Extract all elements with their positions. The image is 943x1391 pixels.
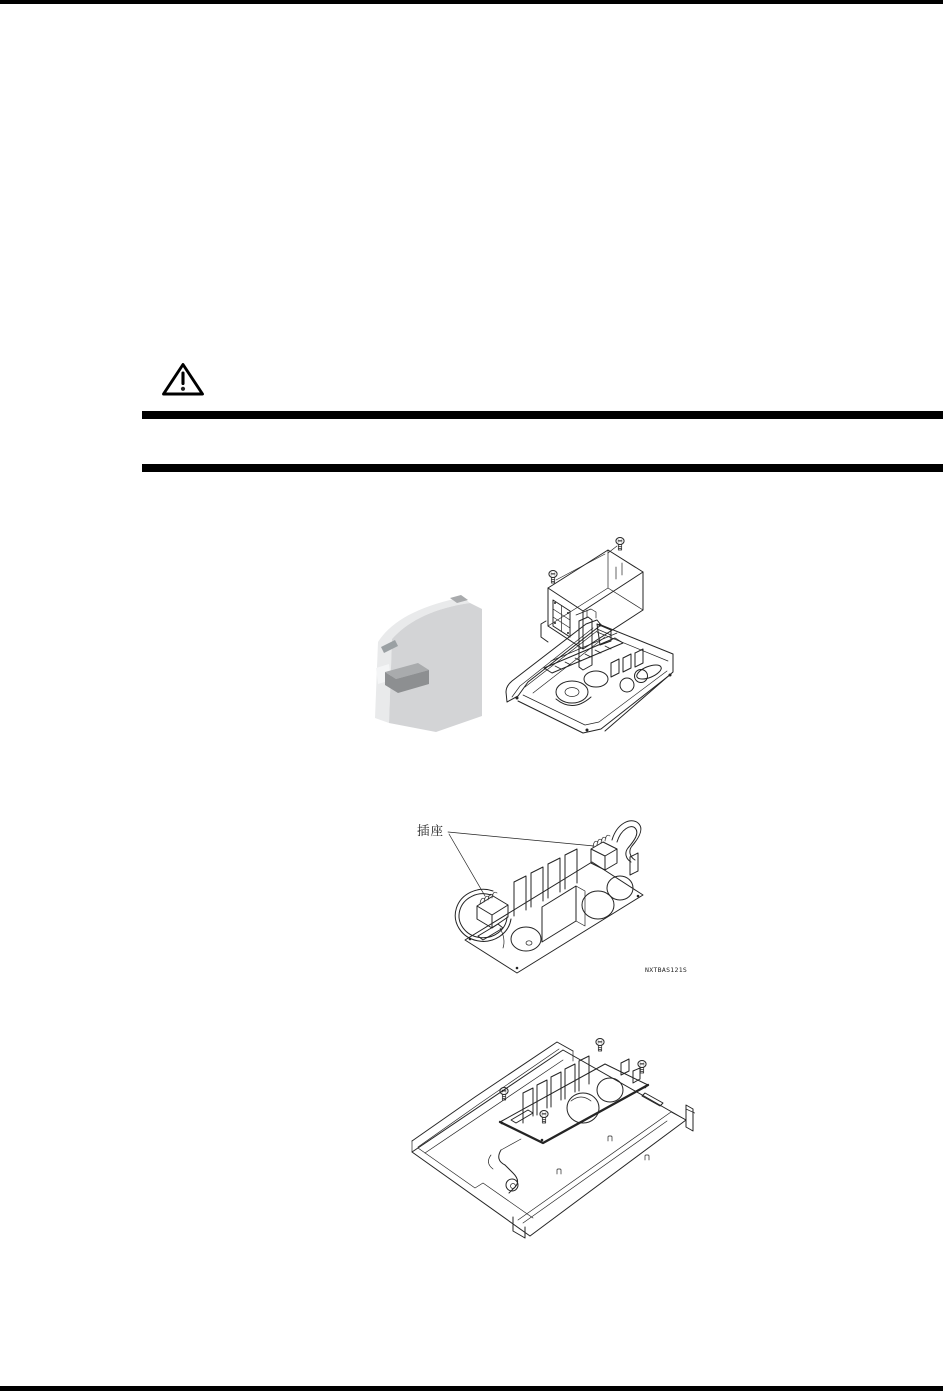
caution-rule-2 — [142, 464, 943, 472]
caution-rule-1 — [142, 411, 943, 419]
psu-board-mounted — [500, 1039, 648, 1144]
figure-psu-in-base-tray — [405, 1035, 695, 1245]
figure-code: NXTBAS121S — [645, 966, 688, 974]
page-bottom-border — [0, 1386, 943, 1391]
base-tray-drawing — [412, 1042, 695, 1238]
figure-psu-board-sockets — [405, 815, 705, 985]
socket-label: 插座 — [417, 823, 445, 838]
page-top-border — [0, 0, 943, 4]
printer-chassis — [506, 609, 673, 733]
warning-triangle-icon — [160, 361, 206, 398]
socket-connector-lower — [455, 889, 511, 948]
socket-leader-lines — [448, 832, 594, 896]
psu-board-drawing — [465, 849, 643, 973]
printer-side-cover — [375, 595, 482, 732]
socket-connector-upper — [591, 821, 641, 870]
figure-cover-and-psu-exploded — [365, 525, 680, 740]
